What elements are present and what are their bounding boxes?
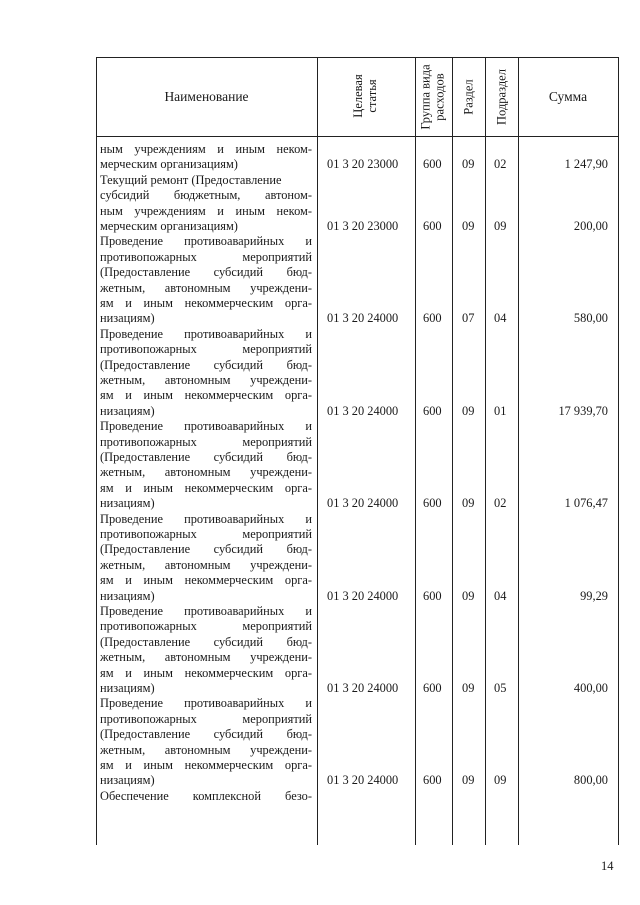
row-name-line: противопожарных мероприятий bbox=[100, 249, 312, 264]
row-section: 09 bbox=[462, 219, 475, 233]
col-border-4 bbox=[485, 57, 486, 845]
row-name bbox=[100, 234, 312, 326]
page-number: 14 bbox=[601, 859, 614, 873]
row-subsection: 04 bbox=[494, 311, 507, 326]
row-section: 09 bbox=[462, 773, 475, 788]
row-section: 09 bbox=[462, 588, 475, 603]
row-code: 01 3 20 24000 bbox=[327, 496, 399, 511]
row-group: 600 bbox=[423, 311, 442, 326]
row-name-line: Обеспечение комплексной безо- bbox=[100, 788, 312, 803]
row-sum: 1 076,47 bbox=[564, 496, 608, 511]
row-name-line: мерческим организациям) bbox=[100, 157, 238, 172]
row-name-line: жетным, автономным учреждени- bbox=[100, 465, 312, 480]
row-name-line: Проведение противоаварийных и bbox=[100, 696, 312, 711]
row-group: 600 bbox=[423, 157, 442, 172]
row-subsection: 02 bbox=[494, 157, 507, 172]
row-subsection: 05 bbox=[494, 681, 507, 695]
row-name-line: низациям) bbox=[100, 496, 155, 511]
header-section: Раздел bbox=[461, 79, 476, 115]
row-subsection: 04 bbox=[494, 588, 507, 603]
row-code: 01 3 20 24000 bbox=[327, 588, 399, 603]
header-section-cell bbox=[452, 57, 485, 136]
row-name-line: (Предоставление субсидий бюд- bbox=[100, 727, 312, 742]
row-group: 600 bbox=[423, 773, 442, 788]
row-name-line: противопожарных мероприятий bbox=[100, 434, 312, 449]
row-name-line: низациям) bbox=[100, 588, 155, 603]
row-name-line: ям и иным некоммерческим орга- bbox=[100, 295, 312, 310]
row-code: 01 3 20 24000 bbox=[327, 403, 399, 418]
row-name-line: Проведение противоаварийных и bbox=[100, 419, 312, 434]
row-name-line: ям и иным некоммерческим орга- bbox=[100, 757, 312, 772]
row-name-line: (Предоставление субсидий бюд- bbox=[100, 357, 312, 372]
row-name-line: противопожарных мероприятий bbox=[100, 526, 312, 541]
row-name-line: жетным, автономным учреждени- bbox=[100, 557, 312, 572]
row-name-line: противопожарных мероприятий bbox=[100, 342, 312, 357]
row-group: 600 bbox=[423, 681, 442, 695]
row-sum: 1 247,90 bbox=[564, 157, 608, 172]
row-name-line: Проведение противоаварийных и bbox=[100, 326, 312, 341]
header-group-cell bbox=[415, 57, 452, 136]
row-name-line: (Предоставление субсидий бюд- bbox=[100, 634, 312, 649]
row-name-line: ным учреждениям и иным неком- bbox=[100, 203, 312, 218]
row-name bbox=[100, 789, 312, 804]
row-code: 01 3 20 23000 bbox=[327, 157, 399, 172]
row-code: 01 3 20 24000 bbox=[327, 681, 399, 695]
header-group: Группа вида расходов bbox=[418, 64, 447, 130]
row-subsection: 09 bbox=[494, 773, 507, 788]
row-sum: 580,00 bbox=[573, 311, 608, 326]
row-code: 01 3 20 24000 bbox=[327, 773, 399, 788]
row-sum: 400,00 bbox=[573, 681, 608, 695]
row-name-line: ям и иным некоммерческим орга- bbox=[100, 665, 312, 680]
row-subsection: 09 bbox=[494, 219, 507, 233]
row-group: 600 bbox=[423, 219, 442, 233]
col-border-3 bbox=[452, 57, 453, 845]
row-group: 600 bbox=[423, 496, 442, 511]
col-border-2 bbox=[415, 57, 416, 845]
row-sum: 200,00 bbox=[573, 219, 608, 233]
row-name-line: (Предоставление субсидий бюд- bbox=[100, 449, 312, 464]
row-name-line: жетным, автономным учреждени- bbox=[100, 650, 312, 665]
row-name-line: ям и иным некоммерческим орга- bbox=[100, 480, 312, 495]
row-name-line: Текущий ремонт (Предоставление bbox=[100, 172, 282, 187]
row-name-line: низациям) bbox=[100, 403, 155, 418]
row-code: 01 3 20 24000 bbox=[327, 311, 399, 326]
row-sum: 800,00 bbox=[573, 773, 608, 788]
row-name-line: жетным, автономным учреждени- bbox=[100, 742, 312, 757]
row-sum: 99,29 bbox=[580, 588, 608, 603]
row-name-line: ям и иным некоммерческим орга- bbox=[100, 388, 312, 403]
row-subsection: 02 bbox=[494, 496, 507, 511]
row-name-line: низациям) bbox=[100, 311, 155, 326]
header-target: Целевая статья bbox=[351, 74, 379, 118]
row-name-line: Проведение противоаварийных и bbox=[100, 234, 312, 249]
row-name-line: (Предоставление субсидий бюд- bbox=[100, 542, 312, 557]
row-name bbox=[100, 142, 312, 173]
row-group: 600 bbox=[423, 403, 442, 418]
row-name-line: ям и иным некоммерческим орга- bbox=[100, 573, 312, 588]
row-name-line: Проведение противоаварийных и bbox=[100, 511, 312, 526]
row-name-line: низациям) bbox=[100, 773, 155, 788]
row-name bbox=[100, 173, 312, 235]
row-name bbox=[100, 512, 312, 604]
row-name-line: низациям) bbox=[100, 680, 155, 695]
row-name-line: субсидий бюджетным, автоном- bbox=[100, 188, 312, 203]
row-code: 01 3 20 23000 bbox=[327, 219, 399, 233]
row-section: 09 bbox=[462, 681, 475, 695]
row-name-line: Проведение противоаварийных и bbox=[100, 604, 312, 618]
header-name: Наименование bbox=[164, 88, 249, 104]
row-section: 09 bbox=[462, 403, 475, 418]
row-subsection: 01 bbox=[494, 403, 507, 418]
row-name-line: жетным, автономным учреждени- bbox=[100, 372, 312, 387]
col-border-left bbox=[96, 57, 97, 845]
row-name bbox=[100, 696, 312, 788]
header-subsection: Подраздел bbox=[494, 69, 509, 125]
row-name bbox=[100, 327, 312, 419]
row-name-line: противопожарных мероприятий bbox=[100, 619, 312, 634]
header-target-cell bbox=[317, 57, 415, 136]
row-name bbox=[100, 604, 312, 696]
row-name-line: мерческим организациям) bbox=[100, 218, 238, 233]
col-border-1 bbox=[317, 57, 318, 845]
row-section: 07 bbox=[462, 311, 475, 326]
row-name-line: противопожарных мероприятий bbox=[100, 711, 312, 726]
row-name bbox=[100, 419, 312, 511]
row-section: 09 bbox=[462, 157, 475, 172]
col-border-right bbox=[618, 57, 619, 845]
header-bottom-border bbox=[96, 136, 619, 137]
row-section: 09 bbox=[462, 496, 475, 511]
row-group: 600 bbox=[423, 588, 442, 603]
row-name-line: ным учреждениям и иным неком- bbox=[100, 142, 312, 156]
header-subsection-cell bbox=[485, 57, 518, 136]
row-sum: 17 939,70 bbox=[558, 403, 608, 418]
header-sum: Сумма bbox=[548, 88, 588, 104]
row-name-line: жетным, автономным учреждени- bbox=[100, 280, 312, 295]
row-name-line: (Предоставление субсидий бюд- bbox=[100, 265, 312, 280]
col-border-5 bbox=[518, 57, 519, 845]
